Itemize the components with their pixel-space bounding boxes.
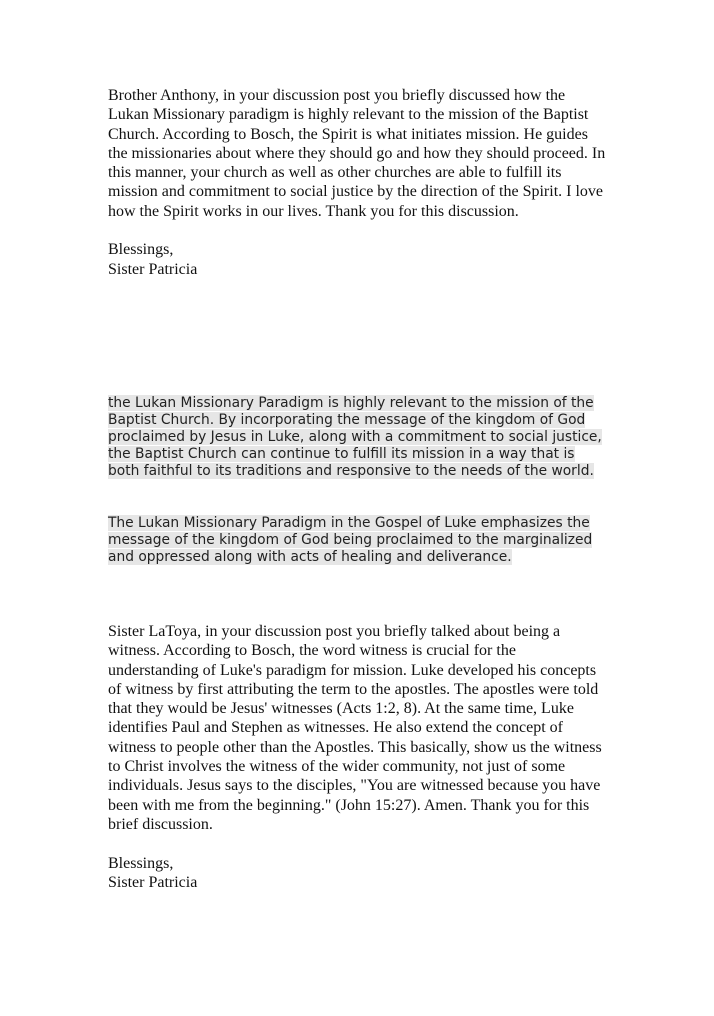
- reply-body: Brother Anthony, in your discussion post you briefly discussed how the Lukan Missionary paradigm is highly relevant to the mission of the Baptist Church. According to Bosch, the Spirit is what initiates mission. He guides the missionaries about where they should go and how they should proceed. In this manner, your church as well as other churches are able to fulfill its mission and commitment to social justice by the direction of the Spirit. I love how the Spirit works in our lives. Thank you for this discussion.: [108, 87, 606, 220]
- quoted-text: [108, 515, 608, 566]
- signature: Sister Patricia: [108, 260, 198, 278]
- spacer: [108, 221, 608, 240]
- quoted-text: [108, 395, 608, 480]
- spacer: [108, 834, 608, 853]
- quoted-paragraph-1: [108, 395, 608, 480]
- highlighted-text: The Lukan Missionary Paradigm in the Gospel of Luke emphasizes the message of the kingdom of God being proclaimed to the marginalized and oppressed along with acts of healing and deliverance.: [108, 515, 593, 566]
- quoted-paragraph-2: [108, 515, 608, 566]
- signature: Sister Patricia: [108, 873, 198, 891]
- closing: Blessings,: [108, 241, 174, 259]
- reply-body: Sister LaToya, in your discussion post you briefly talked about being a witness. According to Bosch, the word witness is crucial for the understanding of Luke's paradigm for mission. Luke developed his concepts of witness by first attributing the term to the apostles. The apostles were told that they would be Jesus' witnesses (Acts 1:2, 8). At the same time, Luke identifies Paul and Stephen as witnesses. He also extend the concept of witness to people other than the Apostles. This basically, show us the witness to Christ involves the witness of the wider community, not just of some individuals. Jesus says to the disciples, "You are witnessed because you have been with me from the beginning." (John 15:27). Amen. Thank you for this brief discussion.: [108, 623, 602, 833]
- highlighted-text: the Lukan Missionary Paradigm is highly relevant to the mission of the Baptist Church. By incorporating the message of the kingdom of God proclaimed by Jesus in Luke, along with a commitment to social justice, the Baptist Church can continue to fulfill its mission in a way that is both faithful to its traditions and responsive to the needs of the world.: [108, 395, 602, 480]
- closing: Blessings,: [108, 854, 174, 872]
- reply-to-latoya: [108, 622, 608, 892]
- reply-to-anthony: [108, 86, 608, 279]
